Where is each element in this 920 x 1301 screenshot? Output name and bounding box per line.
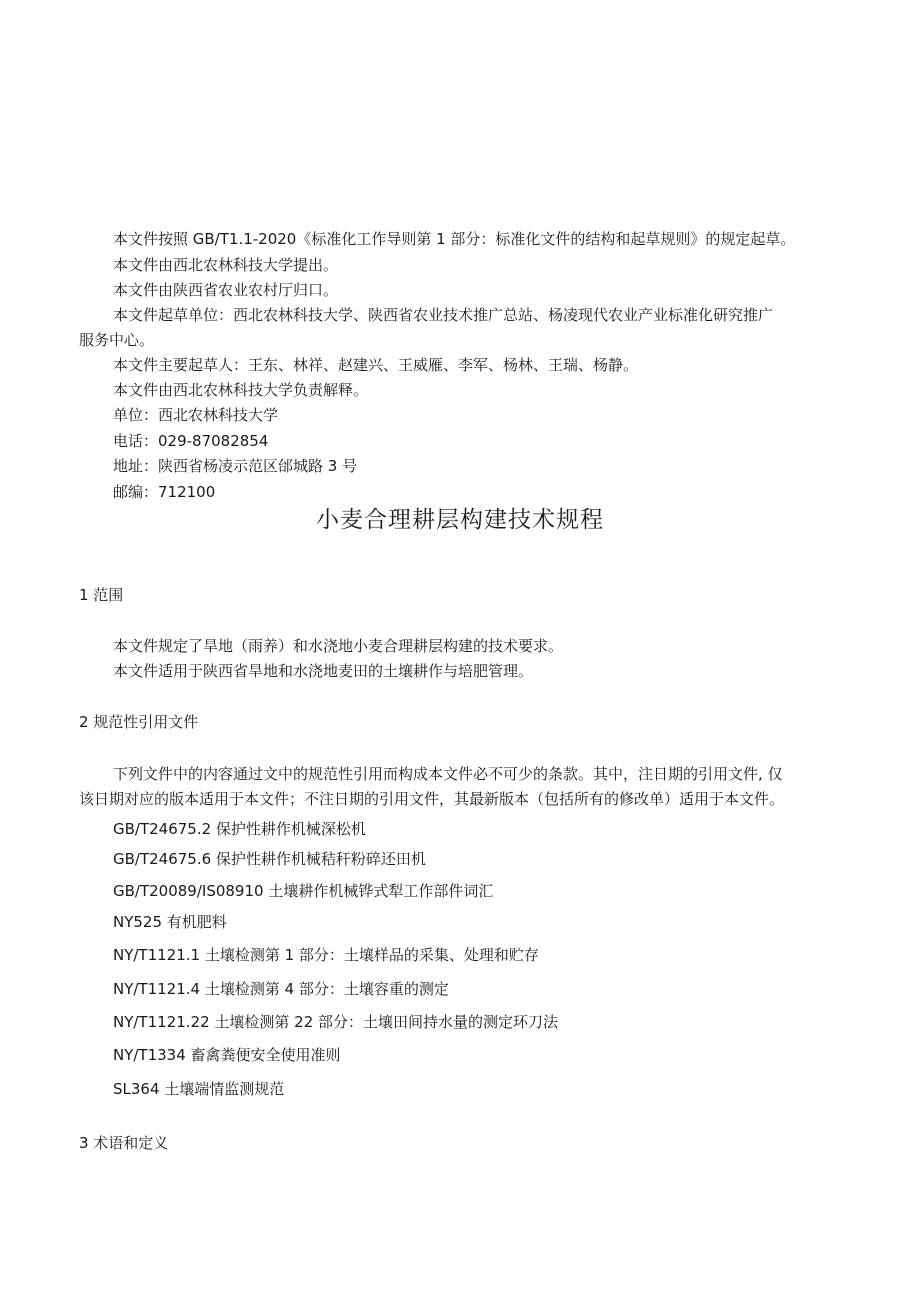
reference-item: NY/T1334 畜禽粪便安全使用准则: [113, 1046, 341, 1064]
reference-item: NY/T1121.1 土壤检测第 1 部分：土壤样品的采集、处理和贮存: [113, 946, 539, 964]
reference-item: GB/T24675.6 保护性耕作机械秸秆粉碎还田机: [113, 850, 426, 868]
foreword-line: 地址：陕西省杨凌示范区邰城路 3 号: [113, 457, 358, 475]
foreword-line: 邮编：712100: [113, 483, 216, 501]
foreword-line: 本文件按照 GB/T1.1-2020《标准化工作导则第 1 部分：标准化文件的结构和起草规则》的规定起草。: [113, 230, 796, 248]
foreword-line: 本文件由西北农林科技大学负责解释。: [113, 381, 369, 399]
paragraph-line: 本文件规定了旱地（雨养）和水浇地小麦合理耕层构建的技术要求。: [113, 637, 564, 655]
foreword-line: 本文件由西北农林科技大学提出。: [113, 256, 339, 274]
document-title: 小麦合理耕层构建技术规程: [316, 507, 604, 533]
reference-item: NY/T1121.4 土壤检测第 4 部分：土壤容重的测定: [113, 980, 449, 998]
reference-item: GB/T20089/IS08910 土壤耕作机械铧式犁工作部件词汇: [113, 882, 494, 900]
paragraph-line: 下列文件中的内容通过文中的规范性引用而构成本文件必不可少的条款。其中，注日期的引用文件, 仅: [113, 765, 783, 783]
foreword-line: 本文件起草单位：西北农林科技大学、陕西省农业技术推广总站、杨凌现代农业产业标准化研究推广: [113, 306, 774, 324]
reference-item: NY/T1121.22 土壤检测第 22 部分：土壤田间持水量的测定环刀法: [113, 1013, 559, 1031]
foreword-line: 单位：西北农林科技大学: [113, 406, 279, 424]
section-heading: 1 范围: [79, 586, 124, 604]
reference-item: GB/T24675.2 保护性耕作机械深松机: [113, 820, 366, 838]
foreword-line: 本文件由陕西省农业农村厅归口。: [113, 281, 339, 299]
paragraph-line: 本文件适用于陕西省旱地和水浇地麦田的土壤耕作与培肥管理。: [113, 662, 534, 680]
reference-item: SL364 土壤端情监测规范: [113, 1080, 285, 1098]
reference-item: NY525 有机肥料: [113, 913, 227, 931]
section-heading: 2 规范性引用文件: [79, 713, 199, 731]
paragraph-line: 该日期对应的版本适用于本文件；不注日期的引用文件，其最新版本（包括所有的修改单）适用于本文件。: [79, 790, 785, 808]
section-heading: 3 术语和定义: [79, 1134, 169, 1152]
foreword-line: 服务中心。: [79, 331, 155, 349]
foreword-line: 本文件主要起草人：王东、林祥、赵建兴、王威雁、李军、杨林、王瑞、杨静。: [113, 356, 639, 374]
foreword-line: 电话：029-87082854: [113, 432, 269, 450]
